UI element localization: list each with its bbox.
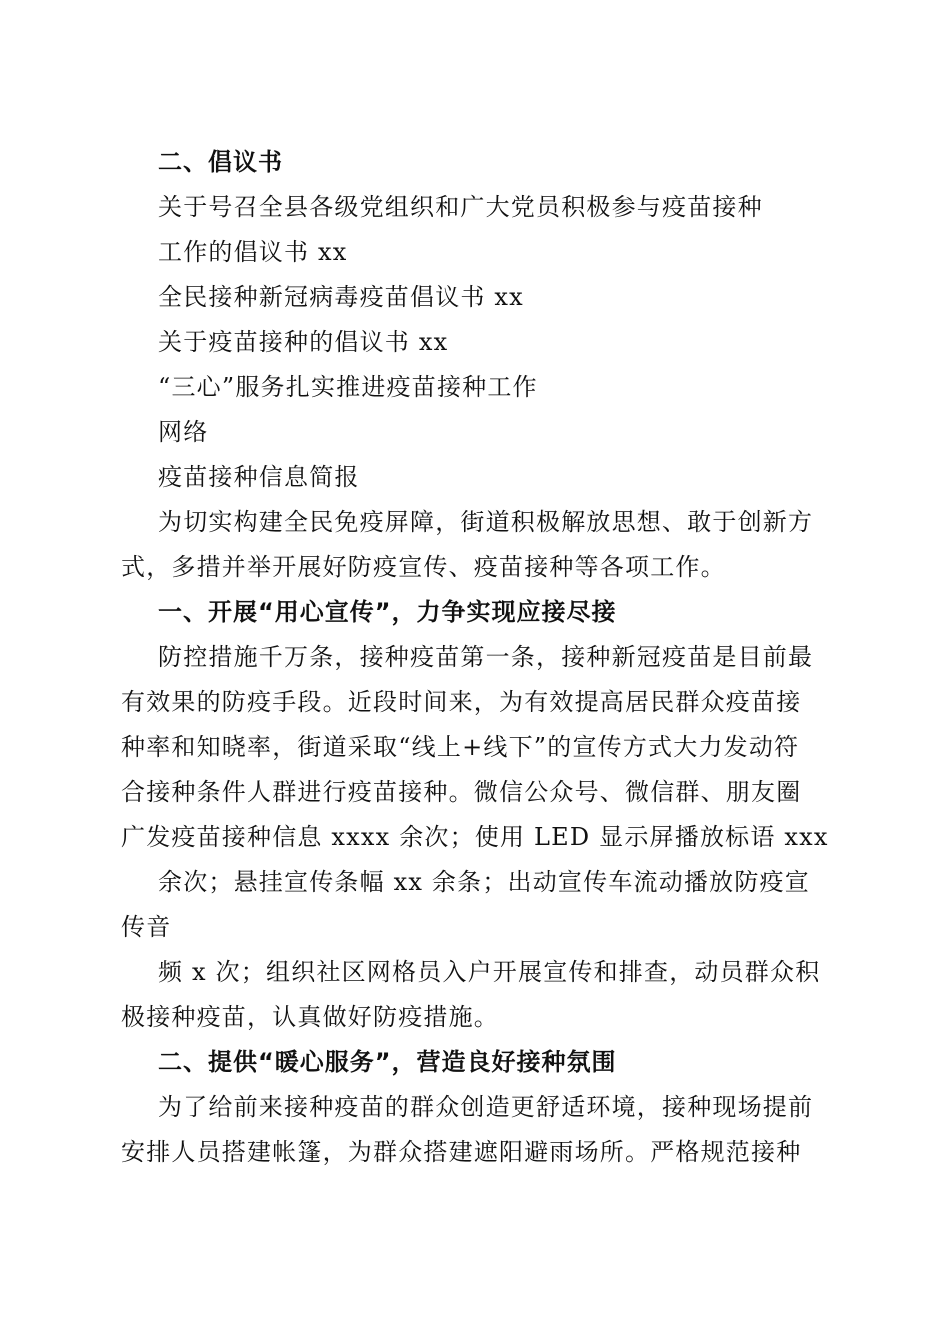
section1-line: 有效果的防疫手段。近段时间来，为有效提高居民群众疫苗接 [121, 688, 802, 716]
section2-line: 安排人员搭建帐篷，为群众搭建遮阳避雨场所。严格规范接种 [121, 1138, 802, 1166]
toc-item: 工作的倡议书 xx [158, 238, 348, 266]
section1-line: 传音 [121, 913, 172, 941]
section1-line: 广发疫苗接种信息 xxxx 余次；使用 LED 显示屏播放标语 xxx [121, 823, 829, 851]
section1-heading: 一、开展“用心宣传”，力争实现应接尽接 [158, 598, 617, 626]
section-heading-proposals: 二、倡议书 [158, 148, 283, 176]
intro-line: 式，多措并举开展好防疫宣传、疫苗接种等各项工作。 [121, 553, 726, 581]
section2-heading: 二、提供“暖心服务”，营造良好接种氛围 [158, 1048, 617, 1076]
section2-line: 为了给前来接种疫苗的群众创造更舒适环境，接种现场提前 [158, 1093, 814, 1121]
toc-item: 关于号召全县各级党组织和广大党员积极参与疫苗接种 [158, 193, 763, 221]
toc-item: 疫苗接种信息简报 [158, 463, 360, 491]
intro-line: 为切实构建全民免疫屏障，街道积极解放思想、敢于创新方 [158, 508, 814, 536]
toc-item: “三心”服务扎实推进疫苗接种工作 [158, 373, 538, 401]
section1-line: 余次；悬挂宣传条幅 xx 余条；出动宣传车流动播放防疫宣 [158, 868, 810, 896]
section1-line: 防控措施千万条，接种疫苗第一条，接种新冠疫苗是目前最 [158, 643, 814, 671]
toc-item: 关于疫苗接种的倡议书 xx [158, 328, 449, 356]
section1-line: 种率和知晓率，街道采取“线上+线下”的宣传方式大力发动符 [121, 733, 800, 761]
section1-line: 频 x 次；组织社区网格员入户开展宣传和排查，动员群众积 [158, 958, 821, 986]
section1-line: 极接种疫苗，认真做好防疫措施。 [121, 1003, 499, 1031]
toc-item: 网络 [158, 418, 209, 446]
section1-line: 合接种条件人群进行疫苗接种。微信公众号、微信群、朋友圈 [121, 778, 802, 806]
toc-item: 全民接种新冠病毒疫苗倡议书 xx [158, 283, 524, 311]
